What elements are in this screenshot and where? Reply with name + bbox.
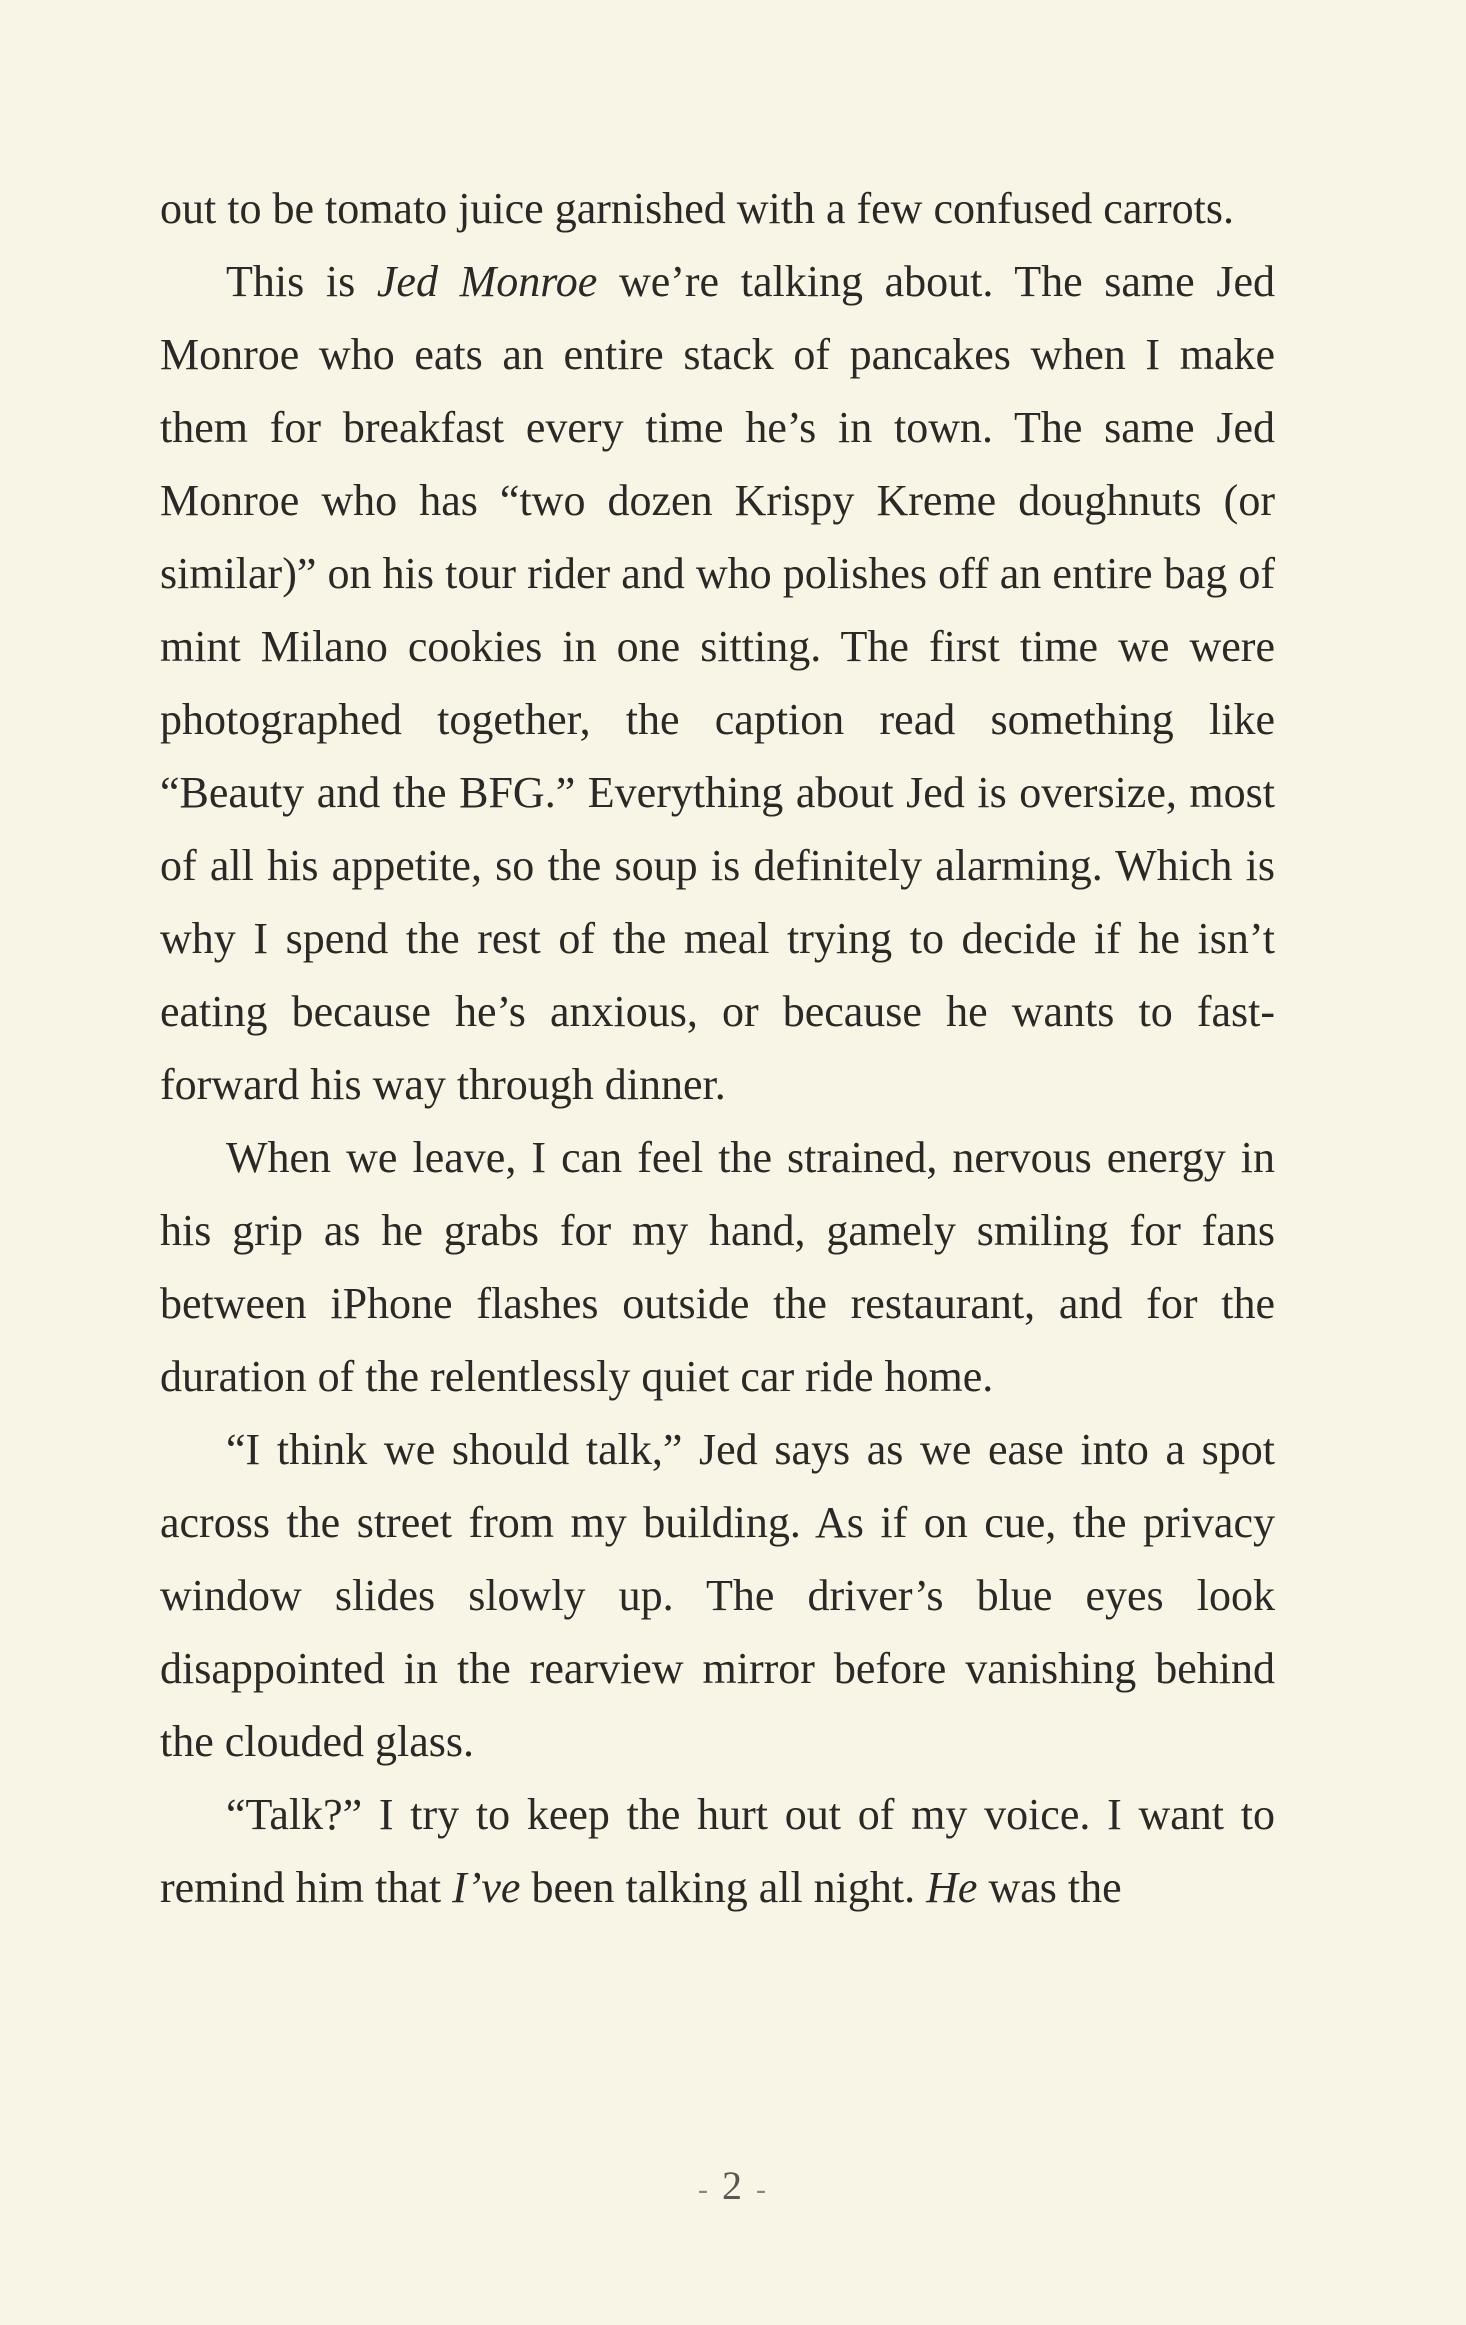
text-segment: This is bbox=[226, 257, 377, 306]
paragraph bbox=[160, 1121, 1275, 1413]
text-segment: we’re talking about. The same Jed Monroe who eats an entire stack of pancakes when I make them for breakfast every time he’s in town. The same Jed Monroe who has “two dozen Krispy Kreme doughnuts (or similar)” on his tour rider and who polishes off an entire bag of mint Milano cookies in one sitting. The first time we were photographed together, the caption read something like “Beauty and the BFG.” Everything about Jed is oversize, most of all his appetite, so the soup is definitely alarming. Which is why I spend the rest of the meal trying to decide if he isn’t eating because he’s anxious, or because he wants to fast-forward his way through dinner. bbox=[160, 257, 1275, 1109]
text-segment: was the bbox=[977, 1863, 1122, 1912]
paragraph bbox=[160, 245, 1275, 1121]
page-number bbox=[0, 2162, 1466, 2209]
page-number-dash-right: - bbox=[756, 2172, 768, 2206]
page-number-dash-left: - bbox=[698, 2172, 710, 2206]
body-text bbox=[160, 172, 1275, 1924]
text-segment: “Talk?” I try to keep the hurt out of my voice. I want to remind him that bbox=[160, 1790, 1275, 1912]
text-segment: been talking all night. bbox=[520, 1863, 927, 1912]
page-number-value: 2 bbox=[722, 2163, 744, 2208]
italic-text-segment: I’ve bbox=[452, 1863, 521, 1912]
paragraph bbox=[160, 1413, 1275, 1778]
italic-text-segment: Jed Monroe bbox=[376, 257, 598, 306]
text-segment: When we leave, I can feel the strained, nervous energy in his grip as he grabs for my hand, gamely smiling for fans between iPhone flashes outside the restaurant, and for the duration of the relentlessly quiet car ride home. bbox=[160, 1133, 1275, 1401]
text-segment: out to be tomato juice garnished with a few confused carrots. bbox=[160, 184, 1235, 233]
paragraph bbox=[160, 172, 1275, 245]
paragraph bbox=[160, 1778, 1275, 1924]
italic-text-segment: He bbox=[926, 1863, 978, 1912]
text-segment: “I think we should talk,” Jed says as we ease into a spot across the street from my building. As if on cue, the privacy window slides slowly up. The driver’s blue eyes look disappointed in the rearview mirror before vanishing behind the clouded glass. bbox=[160, 1425, 1275, 1766]
